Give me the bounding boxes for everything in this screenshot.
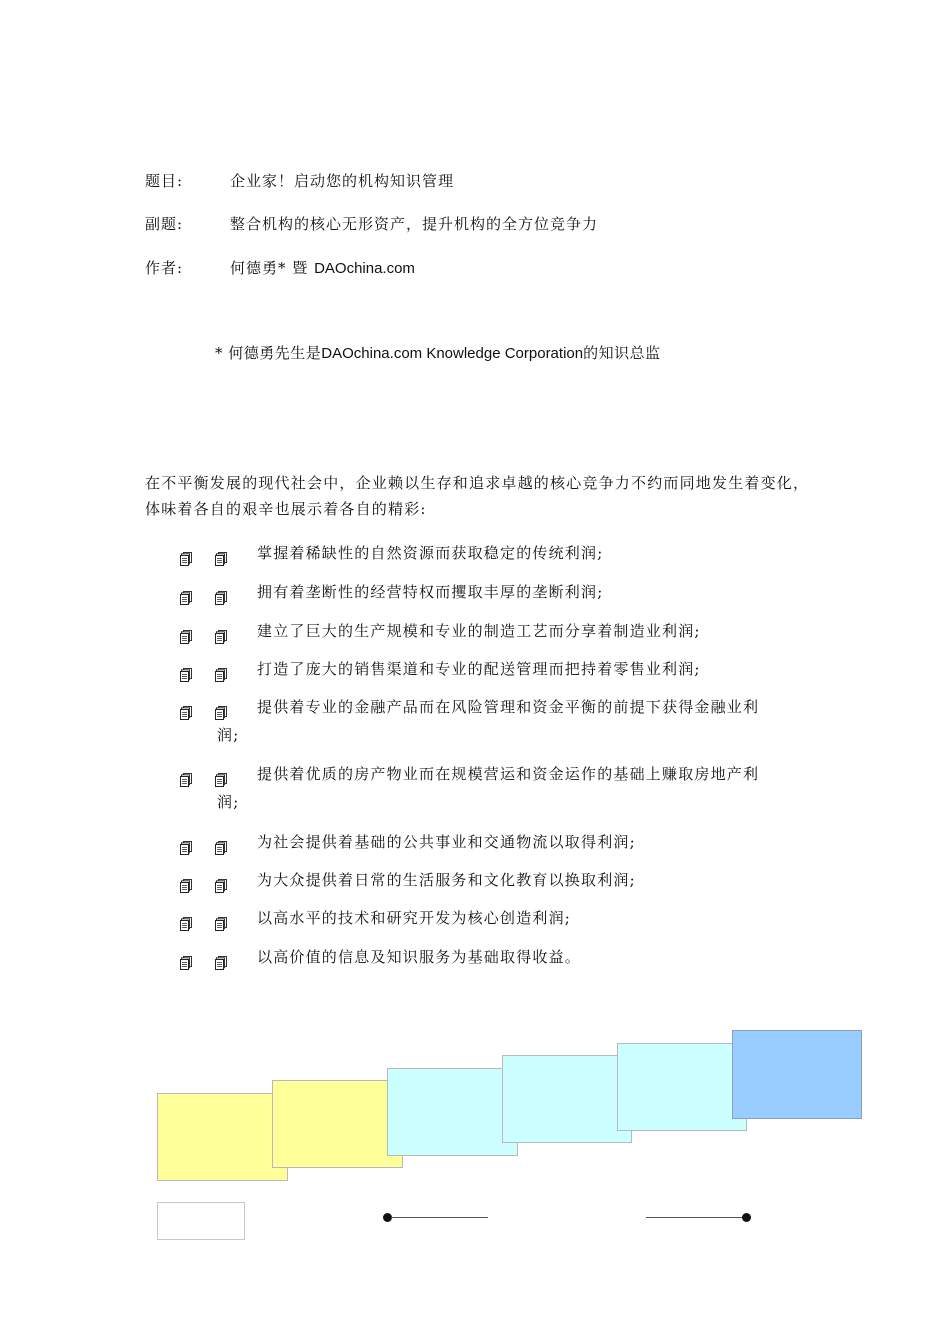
author-name: 何德勇* 暨 (230, 259, 309, 277)
list-item-text: 建立了巨大的生产规模和专业的制造工艺而分享着制造业利润; (257, 622, 701, 640)
step-box-5 (617, 1043, 747, 1131)
document-icon (180, 874, 192, 888)
bullet-icons (180, 539, 250, 567)
list-item-text: 打造了庞大的销售渠道和专业的配送管理而把持着零售业利润; (257, 660, 701, 678)
list-item (180, 655, 810, 683)
bullet-icons (180, 828, 250, 856)
list-item (180, 904, 810, 932)
document-icon (215, 874, 227, 888)
step-box-4 (502, 1055, 632, 1143)
list-item-text: 为大众提供着日常的生活服务和文化教育以换取利润; (257, 871, 636, 889)
axis-line-right (646, 1217, 743, 1218)
document-icon (215, 547, 227, 561)
document-icon (215, 768, 227, 782)
document-icon (215, 701, 227, 715)
subtitle-value: 整合机构的核心无形资产，提升机构的全方位竞争力 (230, 215, 599, 233)
document-icon (180, 701, 192, 715)
list-item (180, 828, 810, 856)
document-icon (215, 625, 227, 639)
bullet-icons (180, 904, 250, 932)
bullet-icons (180, 617, 250, 645)
document-icon (215, 663, 227, 677)
document-icon (180, 768, 192, 782)
list-item (180, 943, 810, 971)
list-item-text: 以高水平的技术和研究开发为核心创造利润; (257, 909, 572, 927)
document-icon (215, 836, 227, 850)
footnote-prefix: * 何德勇先生是 (215, 344, 322, 362)
list-item-text: 拥有着垄断性的经营特权而攫取丰厚的垄断利润; (257, 583, 604, 601)
bullet-icons (180, 866, 250, 894)
step-box-1 (157, 1093, 288, 1181)
document-icon (215, 912, 227, 926)
step-box-2 (272, 1080, 403, 1168)
list-item-text-continued: 润; (217, 726, 240, 744)
legend-box (157, 1202, 245, 1240)
document-icon (180, 547, 192, 561)
bullet-icons (180, 693, 250, 721)
document-icon (180, 586, 192, 600)
list-item (180, 539, 810, 567)
list-item (180, 693, 810, 749)
document-icon (180, 912, 192, 926)
axis-dot-right (742, 1213, 751, 1222)
bullet-icons (180, 578, 250, 606)
document-icon (180, 951, 192, 965)
axis-line-left (391, 1217, 488, 1218)
footnote-suffix: 的知识总监 (583, 344, 661, 362)
document-icon (180, 625, 192, 639)
step-box-6 (732, 1030, 862, 1119)
author-footnote (215, 342, 661, 363)
list-item-text: 提供着专业的金融产品而在风险管理和资金平衡的前提下获得金融业利 (257, 698, 760, 716)
subtitle-label: 副题: (145, 215, 184, 233)
document-icon (215, 586, 227, 600)
list-item (180, 617, 810, 645)
list-item-text: 提供着优质的房产物业而在规模营运和资金运作的基础上赚取房地产利 (257, 765, 760, 783)
title-value: 企业家！启动您的机构知识管理 (230, 172, 455, 190)
step-box-3 (387, 1068, 518, 1156)
list-item-text: 以高价值的信息及知识服务为基础取得收益。 (257, 948, 582, 966)
list-item-text: 为社会提供着基础的公共事业和交通物流以取得利润; (257, 833, 636, 851)
bullet-icons (180, 760, 250, 788)
bullet-icons (180, 655, 250, 683)
author-value (230, 257, 415, 278)
document-icon (215, 951, 227, 965)
list-item (180, 578, 810, 606)
bullet-icons (180, 943, 250, 971)
footnote-company: DAOchina.com Knowledge Corporation (321, 345, 584, 362)
list-item-text: 掌握着稀缺性的自然资源而获取稳定的传统利润; (257, 544, 604, 562)
list-item (180, 760, 810, 816)
list-item-text-continued: 润; (217, 793, 240, 811)
author-site: DAOchina.com (314, 260, 415, 277)
title-label: 题目: (145, 172, 184, 190)
document-icon (180, 663, 192, 677)
list-item (180, 866, 810, 894)
document-icon (180, 836, 192, 850)
author-label: 作者: (145, 259, 184, 277)
intro-paragraph: 在不平衡发展的现代社会中，企业赖以生存和追求卓越的核心竞争力不约而同地发生着变化，体味着各自的艰辛也展示着各自的精彩: (145, 474, 810, 518)
